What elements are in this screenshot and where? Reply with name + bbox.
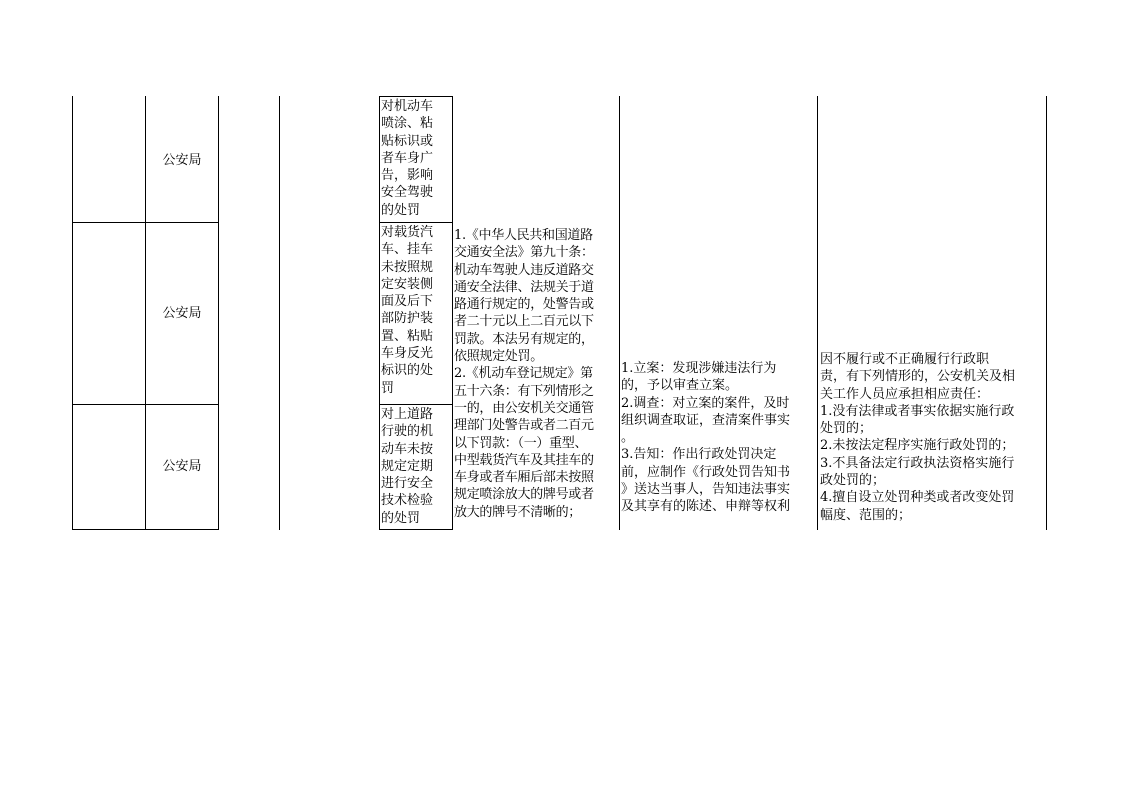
department-cell-3: 公安局 (162, 459, 202, 474)
item-cell-1: 对机动车 喷涂、粘 贴标识或 者车身广 告，影响 安全驾驶 的处罚 (381, 99, 434, 218)
responsibility-cell: 因不履行或不正确履行行政职 责，有下列情形的，公安机关及相 关工作人员应承担相应责任： 1.没有法律或者事实依据实施行政 处罚的； 2.未按法定程序实施行政处罚的； 3.不具备法定行政执法资格实施行 政处罚的； 4.擅自设立处罚种类或者改变处罚 幅度、范围的； (820, 352, 1016, 523)
row-border-left-mid-1 (72, 222, 219, 223)
row-border-left-bottom (72, 529, 219, 530)
procedure-cell: 1.立案：发现涉嫌违法行为 的，予以审查立案。 2.调查：对立案的案件，及时 组织调查取证，查清案件事实 。 3.告知：作出行政处罚决定 前，应制作《行政处罚告知书 》送达当事人，告知违法事实 及其享有的陈述、申辩等权利 (621, 361, 791, 515)
row-border-item-bottom (379, 529, 453, 530)
col-border-6 (619, 96, 620, 530)
row-border-item-mid-2 (379, 404, 453, 405)
col-border-7 (817, 96, 818, 530)
department-cell-1: 公安局 (162, 153, 202, 168)
row-border-item-mid-1 (379, 222, 453, 223)
department-cell-2: 公安局 (162, 306, 202, 321)
col-border-left (72, 96, 73, 530)
col-border-2 (218, 96, 219, 530)
row-border-item-top (379, 96, 453, 97)
item-cell-2: 对载货汽 车、挂车 未按照规 定安装侧 面及后下 部防护装 置、粘贴 车身反光 标识的处 罚 (381, 225, 434, 396)
item-cell-3: 对上道路 行驶的机 动车未按 规定定期 进行安全 技术检验 的处罚 (381, 407, 434, 526)
col-border-5 (452, 96, 453, 530)
legal-basis-cell: 1.《中华人民共和国道路 交通安全法》第九十条： 机动车驾驶人违反道路交 通安全法律、法规关于道 路通行规定的，处警告或 者二十元以上二百元以下 罚款。本法另有规定的， 依照规定处罚。 2.《机动车登记规定》第 五十六条：有下列情形之 一的，由公安机关交通管 理部门处警告或者二百元 以下罚款：（一）重型、 中型载货汽车及其挂车的 车身或者车厢后部未按照 规定喷涂放大的牌号或者 放大的牌号不清晰的； (454, 228, 594, 520)
col-border-8 (1046, 96, 1047, 530)
row-border-left-mid-2 (72, 404, 219, 405)
col-border-3 (279, 96, 280, 530)
col-border-4 (379, 96, 380, 530)
